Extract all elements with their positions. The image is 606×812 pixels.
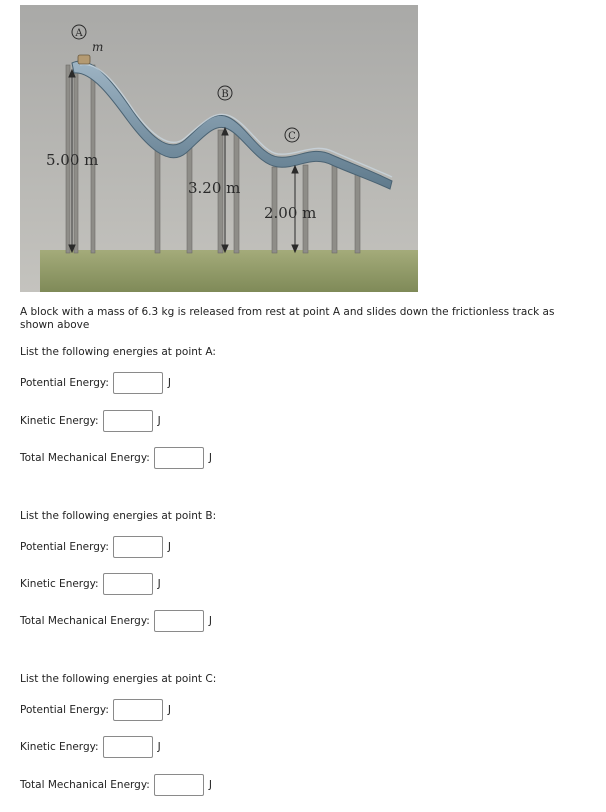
point-c-total-energy-input[interactable] [154, 774, 204, 796]
point-c-kinetic-energy-input[interactable] [103, 736, 153, 758]
unit-label: J [167, 541, 171, 553]
point-b-total-energy-input[interactable] [154, 610, 204, 632]
problem-statement: A block with a mass of 6.3 kg is released from rest at point A and slides down the frictionless track as shown above [20, 306, 555, 331]
unit-label: J [208, 452, 212, 464]
point-b-label: B [221, 89, 229, 100]
unit-label: J [157, 415, 161, 427]
section-b-total-row [20, 610, 212, 632]
kinetic-energy-label: Kinetic Energy: [20, 415, 99, 427]
point-a-kinetic-energy-input[interactable] [103, 410, 153, 432]
unit-label: J [157, 741, 161, 753]
total-mechanical-energy-label: Total Mechanical Energy: [20, 615, 150, 627]
block [78, 55, 90, 64]
section-a-potential-row [20, 372, 171, 394]
point-a-total-energy-input[interactable] [154, 447, 204, 469]
point-c-potential-energy-input[interactable] [113, 699, 163, 721]
height-b-label: 3.20 m [188, 179, 241, 197]
potential-energy-label: Potential Energy: [20, 541, 109, 553]
mass-label: m [92, 40, 104, 54]
ground [40, 250, 418, 292]
kinetic-energy-label: Kinetic Energy: [20, 741, 99, 753]
unit-label: J [167, 377, 171, 389]
total-mechanical-energy-label: Total Mechanical Energy: [20, 452, 150, 464]
unit-label: J [208, 615, 212, 627]
total-mechanical-energy-label: Total Mechanical Energy: [20, 779, 150, 791]
height-c-label: 2.00 m [264, 204, 317, 222]
point-c-label: C [288, 131, 296, 142]
kinetic-energy-label: Kinetic Energy: [20, 578, 99, 590]
point-b-potential-energy-input[interactable] [113, 536, 163, 558]
section-a-kinetic-row [20, 410, 161, 432]
potential-energy-label: Potential Energy: [20, 704, 109, 716]
track-figure [20, 5, 418, 292]
unit-label: J [157, 578, 161, 590]
point-b-kinetic-energy-input[interactable] [103, 573, 153, 595]
height-a-label: 5.00 m [46, 151, 99, 169]
section-c-heading: List the following energies at point C: [20, 673, 217, 685]
section-c-total-row [20, 774, 212, 796]
section-c-kinetic-row [20, 736, 161, 758]
point-a-potential-energy-input[interactable] [113, 372, 163, 394]
section-b-heading: List the following energies at point B: [20, 510, 217, 522]
point-a-label: A [75, 28, 83, 39]
section-c-potential-row [20, 699, 171, 721]
section-b-potential-row [20, 536, 171, 558]
unit-label: J [208, 779, 212, 791]
section-a-heading: List the following energies at point A: [20, 346, 216, 358]
section-a-total-row [20, 447, 212, 469]
section-b-kinetic-row [20, 573, 161, 595]
unit-label: J [167, 704, 171, 716]
potential-energy-label: Potential Energy: [20, 377, 109, 389]
